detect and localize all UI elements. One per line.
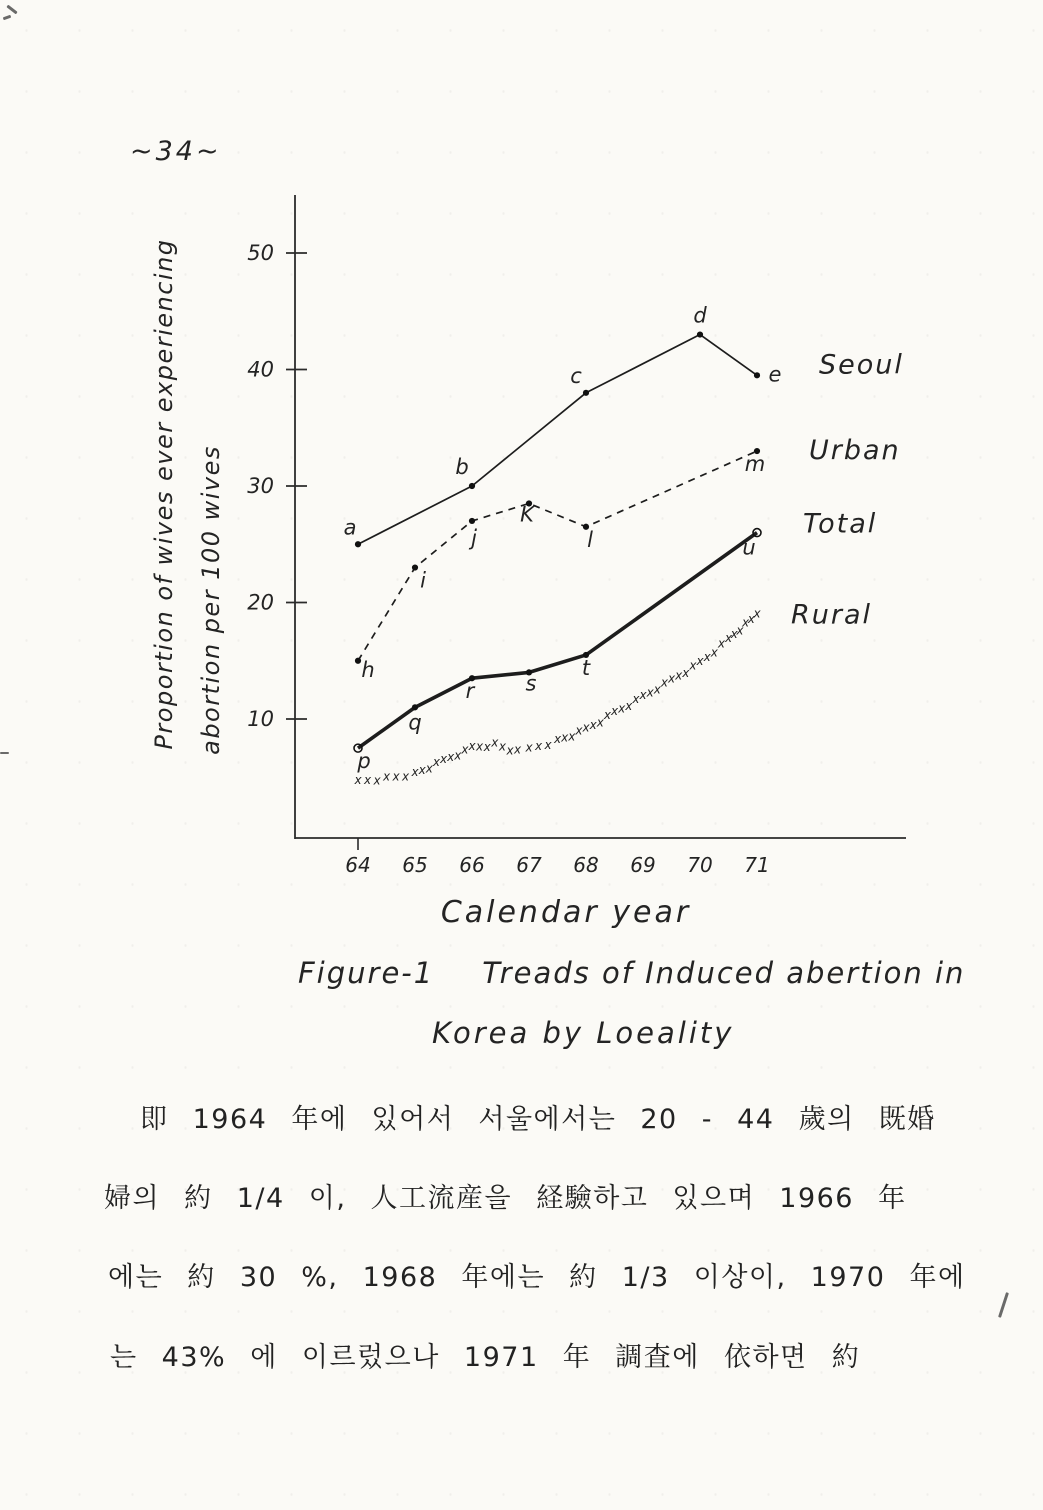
figure-title-line2: Korea by Loeality (432, 1016, 735, 1050)
y-tick-20: 20 (247, 590, 274, 615)
body-text-line: 에는 約 30 %, 1968 年에는 約 1/3 이상이, 1970 年에 (108, 1262, 966, 1293)
series-label-rural: Rural (791, 599, 873, 631)
svg-text:x: x (717, 636, 725, 651)
scan-artifact (998, 1292, 1009, 1318)
svg-text:x: x (747, 611, 755, 626)
svg-text:c: c (570, 363, 582, 388)
svg-text:h: h (361, 657, 375, 682)
x-tick-65: 65 (402, 853, 428, 877)
svg-text:x: x (373, 773, 381, 788)
svg-text:x: x (553, 732, 562, 747)
body-text-line: 婦의 約 1/4 이, 人工流産을 経驗하고 있으며 1966 年 (104, 1183, 907, 1214)
svg-text:x: x (568, 729, 576, 744)
svg-text:x: x (392, 769, 400, 784)
svg-text:x: x (418, 763, 426, 778)
svg-text:d: d (693, 303, 707, 328)
svg-text:x: x (675, 668, 683, 683)
svg-text:x: x (382, 769, 391, 784)
y-tick-50: 50 (247, 241, 274, 265)
svg-text:x: x (491, 735, 499, 750)
svg-text:x: x (689, 658, 697, 673)
series-total (354, 509, 877, 774)
svg-text:x: x (589, 717, 597, 732)
svg-text:x: x (632, 691, 640, 706)
svg-text:x: x (401, 769, 410, 784)
x-tick-70: 70 (687, 853, 713, 877)
x-axis (295, 838, 906, 930)
svg-text:x: x (432, 755, 440, 770)
svg-text:x: x (742, 615, 750, 630)
svg-text:x: x (506, 743, 514, 758)
svg-text:x: x (561, 730, 569, 745)
svg-text:x: x (468, 739, 476, 754)
svg-text:x: x (696, 654, 704, 669)
y-tick-10: 10 (247, 707, 274, 731)
svg-text:i: i (420, 568, 426, 593)
series-label-urban: Urban (809, 435, 901, 467)
svg-text:x: x (736, 623, 744, 638)
y-tick-40: 40 (247, 357, 274, 382)
svg-text:r: r (465, 679, 475, 704)
x-tick-68: 68 (573, 853, 599, 877)
svg-text:x: x (618, 701, 626, 716)
y-axis (150, 195, 307, 839)
series-label-seoul: Seoul (819, 349, 904, 381)
svg-text:x: x (534, 739, 543, 754)
x-tick-71: 71 (744, 853, 770, 877)
svg-text:x: x (603, 708, 611, 723)
svg-text:q: q (408, 710, 422, 735)
svg-text:x: x (667, 671, 676, 686)
x-axis-title: Calendar year (440, 895, 692, 930)
svg-text:x: x (724, 630, 733, 645)
svg-text:x: x (625, 699, 633, 714)
series-rural (353, 600, 872, 788)
y-axis-label-line1: Proportion of wives ever experiencing (150, 238, 178, 750)
svg-text:x: x (596, 715, 604, 730)
svg-text:p: p (357, 749, 371, 774)
svg-text:l: l (587, 527, 593, 552)
svg-text:j: j (471, 525, 477, 550)
svg-text:K: K (520, 502, 534, 527)
svg-text:x: x (710, 645, 718, 660)
svg-text:x: x (354, 772, 362, 787)
x-tick-64: 64 (345, 853, 371, 877)
svg-text:x: x (461, 742, 469, 757)
svg-text:x: x (447, 750, 455, 765)
svg-text:m: m (744, 452, 766, 477)
svg-text:x: x (439, 751, 448, 766)
svg-text:s: s (525, 671, 537, 696)
x-tick-67: 67 (516, 853, 542, 877)
series-urban (355, 435, 901, 682)
svg-text:x: x (575, 723, 583, 738)
svg-text:t: t (581, 655, 591, 680)
svg-text:x: x (411, 764, 419, 779)
figure-label: Figure-1 (298, 956, 435, 990)
svg-text:x: x (476, 739, 484, 754)
svg-text:x: x (653, 682, 661, 697)
svg-text:x: x (682, 665, 690, 680)
svg-text:a: a (343, 515, 357, 540)
svg-text:x: x (703, 649, 711, 664)
page-number: ~34~ (130, 136, 222, 167)
svg-text:x: x (646, 685, 654, 700)
x-tick-66: 66 (459, 853, 485, 877)
svg-text:e: e (768, 362, 782, 387)
svg-text:x: x (454, 748, 462, 763)
series-label-total: Total (803, 508, 878, 540)
svg-text:x: x (660, 675, 668, 690)
svg-text:x: x (363, 773, 372, 788)
svg-text:x: x (498, 739, 506, 754)
svg-text:x: x (425, 761, 433, 776)
svg-text:x: x (525, 740, 533, 755)
y-axis-label-line2: abortion per 100 wives (197, 445, 225, 755)
svg-text:x: x (544, 737, 552, 752)
svg-text:u: u (742, 535, 756, 560)
series-layer (344, 304, 904, 788)
svg-text:b: b (455, 455, 469, 479)
svg-text:x: x (514, 742, 522, 757)
svg-text:x: x (483, 739, 491, 754)
x-tick-69: 69 (630, 853, 656, 877)
figure-title-line1: Treads of Induced abertion in (482, 956, 966, 990)
body-text-line: 即 1964 年에 있어서 서울에서는 20 - 44 歲의 既婚 (140, 1104, 936, 1135)
body-text-line: 는 43% 에 이르렀으나 1971 年 調査에 依하면 約 (110, 1342, 861, 1373)
y-tick-30: 30 (247, 474, 274, 498)
svg-text:x: x (753, 606, 761, 621)
svg-text:x: x (730, 627, 738, 642)
svg-text:x: x (582, 720, 590, 735)
svg-text:x: x (639, 687, 647, 702)
svg-text:x: x (610, 704, 619, 719)
